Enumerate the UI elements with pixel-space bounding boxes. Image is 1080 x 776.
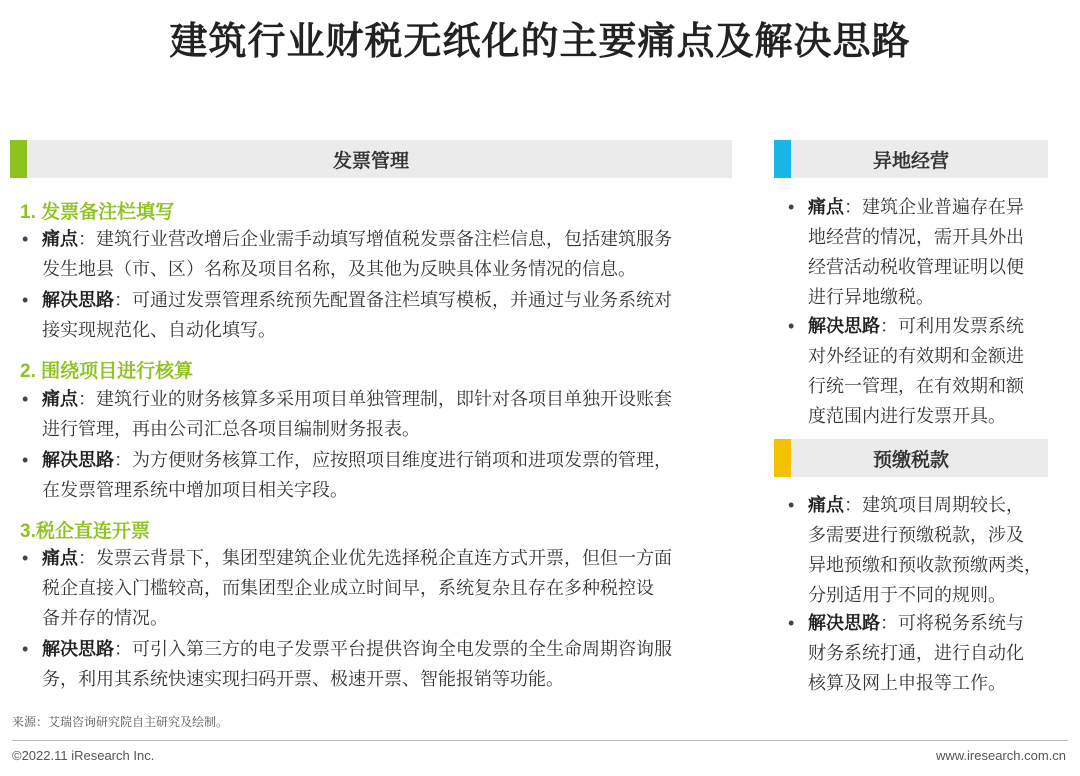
blue-accent-bar — [774, 140, 791, 178]
solution-text-line: 核算及网上申报等工作。 — [808, 673, 1006, 693]
solution-text-line: 务，利用其系统快速实现扫码开票、极速开票、智能报销等功能。 — [42, 669, 564, 689]
remote-pain-item: • 痛点：建筑企业普遍存在异 地经营的情况，需开具外出 经营活动税收管理证明以便 进行异地缴税。 — [808, 192, 1058, 312]
pain-text-line: 异地预缴和预收款预缴两类， — [808, 555, 1042, 575]
invoice-section-header — [10, 140, 732, 178]
invoice-3-solution-item: • 解决思路：可引入第三方的电子发票平台提供咨询全电发票的全生命周期咨询服 务，利用其系统快速实现扫码开票、极速开票、智能报销等功能。 — [42, 634, 752, 694]
solution-text-line: 可利用发票系统 — [898, 316, 1024, 336]
solution-text-line: 可将税务系统与 — [898, 613, 1024, 633]
invoice-heading-3: 3.税企直连开票 — [20, 521, 150, 542]
copyright: ©2022.11 iResearch Inc. — [12, 748, 155, 763]
bullet: • — [22, 229, 29, 249]
pain-label: 痛点 — [808, 197, 844, 217]
invoice-header-label: 发票管理 — [332, 150, 409, 172]
pain-text-line: 进行异地缴税。 — [808, 287, 934, 307]
invoice-heading-1: 1. 发票备注栏填写 — [20, 202, 175, 223]
pain-text-line: 建筑行业营改增后企业需手动填写增值税发票备注栏信息，包括建筑服务 — [96, 229, 672, 249]
solution-text-line: 度范围内进行发票开具。 — [808, 406, 1006, 426]
pain-text-line: 税企直接入门槛较高，而集团型企业成立时间早，系统复杂且存在多种税控设 — [42, 578, 654, 598]
bullet: • — [22, 639, 29, 659]
prepay-section-header — [774, 439, 1048, 477]
solution-label: 解决思路 — [42, 639, 114, 659]
bullet: • — [788, 316, 795, 336]
solution-text-line: 接实现规范化、自动化填写。 — [42, 320, 276, 340]
solution-text-line: 为方便财务核算工作，应按照项目维度进行销项和进项发票的管理， — [132, 450, 672, 470]
solution-label: 解决思路 — [42, 290, 114, 310]
solution-label: 解决思路 — [42, 450, 114, 470]
bullet: • — [788, 197, 795, 217]
remote-section-header — [774, 140, 1048, 178]
bullet: • — [22, 389, 29, 409]
pain-text-line: 发票云背景下，集团型建筑企业优先选择税企直连方式开票，但但一方面 — [96, 548, 672, 568]
solution-label: 解决思路 — [808, 613, 880, 633]
solution-text-line: 在发票管理系统中增加项目相关字段。 — [42, 480, 348, 500]
pain-text-line: 进行管理，再由公司汇总各项目编制财务报表。 — [42, 419, 420, 439]
pain-label: 痛点 — [42, 229, 78, 249]
pain-text-line: 地经营的情况，需开具外出 — [808, 227, 1024, 247]
pain-text-line: 备并存的情况。 — [42, 608, 168, 628]
pain-label: 痛点 — [42, 389, 78, 409]
page-title: 建筑行业财税无纸化的主要痛点及解决思路 — [169, 21, 911, 63]
footer-divider — [12, 740, 1068, 741]
bullet: • — [788, 613, 795, 633]
green-accent-bar — [10, 140, 27, 178]
solution-text-line: 行统一管理，在有效期和额 — [808, 376, 1024, 396]
bullet: • — [22, 290, 29, 310]
remote-header-label: 异地经营 — [872, 150, 949, 172]
pain-text-line: 多需要进行预缴税款，涉及 — [808, 525, 1024, 545]
solution-text-line: 可引入第三方的电子发票平台提供咨询全电发票的全生命周期咨询服 — [132, 639, 672, 659]
bullet: • — [22, 450, 29, 470]
pain-text-line: 建筑行业的财务核算多采用项目单独管理制，即针对各项目单独开设账套 — [96, 389, 672, 409]
prepay-pain-item: • 痛点：建筑项目周期较长， 多需要进行预缴税款，涉及 异地预缴和预收款预缴两类， 分别适用于不同的规则。 — [808, 490, 1058, 610]
prepay-solution-item: • 解决思路：可将税务系统与 财务系统打通，进行自动化 核算及网上申报等工作。 — [808, 608, 1058, 698]
invoice-heading-2: 2. 围绕项目进行核算 — [20, 361, 194, 382]
pain-text-line: 分别适用于不同的规则。 — [808, 585, 1006, 605]
invoice-1-solution-item: • 解决思路：可通过发票管理系统预先配置备注栏填写模板，并通过与业务系统对 接实现规范化、自动化填写。 — [42, 285, 742, 345]
remote-solution-item: • 解决思路：可利用发票系统 对外经证的有效期和金额进 行统一管理，在有效期和额 度范围内进行发票开具。 — [808, 311, 1058, 431]
solution-text-line: 财务系统打通，进行自动化 — [808, 643, 1024, 663]
yellow-accent-bar — [774, 439, 791, 477]
pain-text-line: 建筑企业普遍存在异 — [862, 197, 1024, 217]
source-note: 来源：艾瑞咨询研究院自主研究及绘制。 — [12, 715, 229, 729]
pain-text-line: 发生地县（市、区）名称及项目名称，及其他为反映具体业务情况的信息。 — [42, 259, 636, 279]
website-link[interactable]: www.iresearch.com.cn — [935, 748, 1066, 763]
invoice-1-pain-item: • 痛点：建筑行业营改增后企业需手动填写增值税发票备注栏信息，包括建筑服务 发生地县（市、区）名称及项目名称，及其他为反映具体业务情况的信息。 — [42, 224, 742, 284]
pain-label: 痛点 — [42, 548, 78, 568]
bullet: • — [788, 495, 795, 515]
solution-label: 解决思路 — [808, 316, 880, 336]
invoice-3-pain-item: • 痛点：发票云背景下，集团型建筑企业优先选择税企直连方式开票，但但一方面 税企直接入门槛较高，而集团型企业成立时间早，系统复杂且存在多种税控设 备并存的情况。 — [42, 543, 752, 633]
invoice-2-solution-item: • 解决思路：为方便财务核算工作，应按照项目维度进行销项和进项发票的管理， 在发票管理系统中增加项目相关字段。 — [42, 445, 742, 505]
prepay-header-label: 预缴税款 — [872, 449, 949, 471]
solution-text-line: 可通过发票管理系统预先配置备注栏填写模板，并通过与业务系统对 — [132, 290, 672, 310]
solution-text-line: 对外经证的有效期和金额进 — [808, 346, 1024, 366]
pain-label: 痛点 — [808, 495, 844, 515]
pain-text-line: 建筑项目周期较长， — [862, 495, 1024, 515]
invoice-2-pain-item: • 痛点：建筑行业的财务核算多采用项目单独管理制，即针对各项目单独开设账套 进行管理，再由公司汇总各项目编制财务报表。 — [42, 384, 742, 444]
bullet: • — [22, 548, 29, 568]
pain-text-line: 经营活动税收管理证明以便 — [808, 257, 1024, 277]
